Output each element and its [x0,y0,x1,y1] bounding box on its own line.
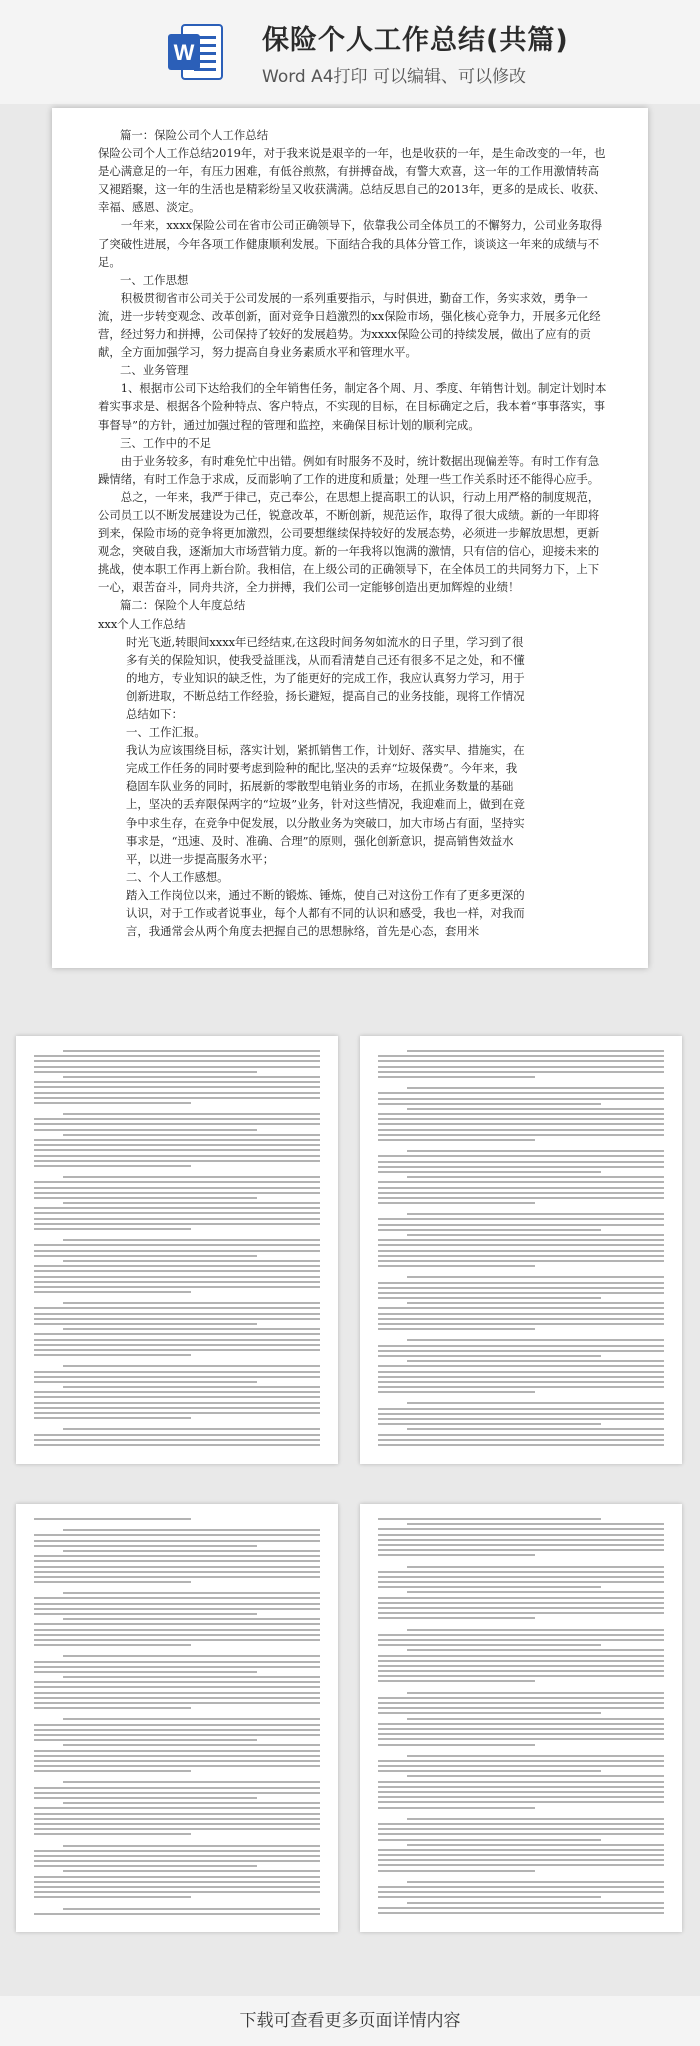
document-paragraph: 踏入工作岗位以来，通过不断的锻炼、锤炼，使自己对这份工作有了更多更深的认识，对于工作或者说事业，每个人都有不同的认识和感受，我也一样，对我而言，我通常会从两个角度去把握自己的思想脉络，首先是心态，套用米 [126,887,525,939]
document-title: 保险个人工作总结(共篇) [262,25,569,56]
download-more-link[interactable]: 下载可查看更多页面详情内容 [0,1996,700,2046]
document-paragraph: 篇一：保险公司个人工作总结 [120,128,269,142]
document-paragraph: 总之，一年来，我严于律己，克己奉公，在思想上提高职工的认识，行动上用严格的制度规范，公司员工以不断发展建设为己任，锐意改革，不断创新，规范运作，取得了很大成绩。新的一年即将到来，保险市场的竞争将更加激烈，公司要想继续保持较好的发展态势，必须进一步解放思想，更新观念，突破自我，逐渐加大市场营销力度。新的一年我将以饱满的激情，只有信的信心，迎接未来的挑战，使本职工作再上新台阶。我相信，在上级公司的正确领导下，在全体员工的共同努力下，上下一心，艰苦奋斗，同舟共济，全力拼搏，我们公司一定能够创造出更加辉煌的业绩！ [98,489,600,595]
document-page-preview [52,108,648,968]
page-thumbnail-2[interactable] [360,1036,682,1464]
thumbnail-text-lines [378,1050,664,1449]
document-paragraph: xxx个人工作总结 [98,616,186,631]
document-header [0,0,700,104]
document-body [98,126,610,940]
page-thumbnail-1[interactable] [16,1036,338,1464]
word-icon-letter: W [173,40,195,65]
thumbnail-text-lines [378,1518,664,1917]
word-document-icon [166,22,224,82]
document-paragraph: 三、工作中的不足 [120,435,212,450]
document-paragraph: 1、根据市公司下达给我们的全年销售任务，制定各个周、月、季度、年销售计划。制定计划时本着实事求是、根据各个险种特点、客户特点，不实现的目标，在目标确定之后，我本着“事事落实，事事督导”的方针，通过加强过程的管理和监控，来确保目标计划的顺利完成。 [98,381,607,432]
document-paragraph: 一、工作思想 [120,272,189,287]
document-paragraph: 二、业务管理 [120,363,189,378]
document-paragraph: 保险公司个人工作总结2019年，对于我来说是艰辛的一年，也是收获的一年，是生命改变的一年，也是心满意足的一年，有压力困难，有低谷煎熬，有拼搏奋战，有警大欢喜，这一年的工作用激情转高又褪蹈聚，这一年的生活也是精彩纷呈又收获满满。总结反思自己的2013年，更多的是成长、收获、幸福、感恩、淡定。 [98,146,606,215]
document-paragraph: 二、个人工作感想。 [126,869,229,884]
page-thumbnail-3[interactable] [16,1504,338,1932]
thumbnail-text-lines [34,1518,320,1918]
thumbnail-text-lines [34,1050,320,1449]
document-paragraph: 时光飞逝,转眼间xxxx年已经结束,在这段时间务匆如流水的日子里，学习到了很多有关的保险知识，使我受益匪浅，从而看清楚自己还有很多不足之处，和不懂的地方，专业知识的缺乏性，为了能更好的完成工作，我应认真努力学习，用于创新进取，不断总结工作经验，扬长避短，提高自己的业务技能，现将工作情况总结如下： [126,634,525,721]
document-subtitle: Word A4打印 可以编辑、可以修改 [262,67,526,87]
document-paragraph: 积极贯彻省市公司关于公司发展的一系列重要指示，与时俱进，勤奋工作，务实求效，勇争一流，进一步转变观念、改革创新，面对竞争日趋激烈的xx保险市场，强化核心竞争力，开展多元化经营，经过努力和拼搏，公司保持了较好的发展趋势。为xxxx保险公司的持续发展，做出了应有的贡献，全方面加强学习，努力提高自身业务素质水平和管理水平。 [98,290,601,360]
document-paragraph: 一年来，xxxx保险公司在省市公司正确领导下，依靠我公司全体员工的不懈努力，公司业务取得了突破性进展，今年各项工作健康顺利发展。下面结合我的具体分管工作，谈谈这一年来的成绩与不足。 [98,218,603,269]
document-paragraph: 篇二：保险个人年度总结 [120,598,246,613]
document-paragraph: 由于业务较多，有时难免忙中出错。例如有时服务不及时，统计数据出现偏差等。有时工作有急躁情绪，有时工作急于求成，反而影响了工作的进度和质量；处理一些工作关系时还不能得心应手。 [98,453,600,486]
document-paragraph: 一、工作汇报。 [126,725,206,740]
document-paragraph: 我认为应该围绕目标，落实计划，紧抓销售工作，计划好、落实早、措施实，在完成工作任务的同时要考虑到险种的配比,坚决的丢弃“垃圾保费”。今年来，我稳固车队业务的同时，拓展新的零散型电销业务的市场，在抓业务数量的基础上，坚决的丢弃限保两字的“垃圾”业务，针对这些情况，我迎难而上，做到在竞争中求生存，在竞争中促发展，以分散业务为突破口，加大市场占有面，坚持实事求是，“迅速、及时、准确、合理”的原则，强化创新意识，提高销售效益水平，以进一步提高服务水平； [126,743,525,866]
page-thumbnail-4[interactable] [360,1504,682,1932]
